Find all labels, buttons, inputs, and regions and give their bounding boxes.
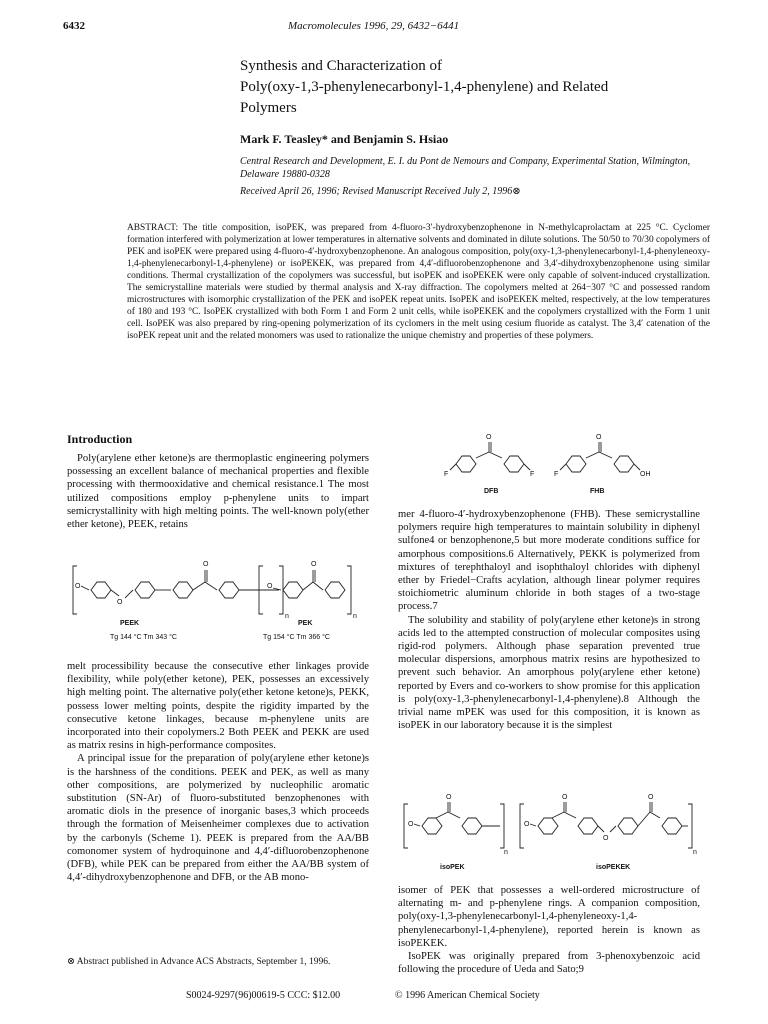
peek-ring-3 <box>173 582 193 598</box>
journal-citation: Macromolecules 1996, 29, 6432−6441 <box>288 20 460 32</box>
peek-ether-oxygen: O <box>117 599 123 606</box>
bracket-left <box>73 566 77 614</box>
isopek-isopekek-structures <box>398 796 700 866</box>
isopek-bracket-right <box>500 804 504 848</box>
fhb-hydroxyl: OH <box>640 471 651 478</box>
right-column-text-2 <box>398 884 700 976</box>
peek-label: PEEK <box>120 620 140 627</box>
monomer-structures <box>440 432 690 502</box>
fhb-label: FHB <box>590 488 605 495</box>
peek-temperatures: Tg 144 °C Tm 343 °C <box>110 634 177 641</box>
title-line: Poly(oxy-1,3-phenylenecarbonyl-1,4-phenylene) and Related <box>240 79 609 95</box>
title-line: Synthesis and Characterization of <box>240 58 443 74</box>
abstract: ABSTRACT: The title composition, isoPEK, was prepared from 4-fluoro-3′-hydroxybenzophenone in N-methylcaprolactam at 225 °C. Cyclomer formation interfered with polymerization at lower temperatures in alternative solvents and dominated in dilute solutions. The 50/50 to 70/30 copolymers of PEK and isoPEK were prepared using 4-fluoro-4′-hydroxybenzophenone. An analogous composition, poly(oxy-1,3-phenylenecarbonyl-1,4-phenyleneoxy-1,4-phenylenecarbonyl-1,4-phenylene) or isoPEKEK, was prepared from 4,4′-difluorobenzophenone and 3,4′-dihydroxybenzophenone using similar conditions. Thermal crystallization of the copolymers was successful, but isoPEK and isoPEKEK were only capable of solvent-induced crystallization. The semicrystalline materials were studied by thermal analysis and X-ray diffraction. The copolymers melted at 264−307 °C and possessed random microstructures with isomorphic crystallization of the PEK and isoPEK repeat units. IsoPEK and isoPEKEK melted, respectively, at the low temperatures of 180 and 193 °C. IsoPEK crystallized with both Form 1 and Form 2 unit cells, while isoPEKEK and the copolymers crystallized with the Form 1 unit cell. IsoPEK was also prepared by ring-opening polymerization of its cyclomers in the melt using cesium fluoride as catalyst. The 3,4′ catenation of the isoPEK repeat unit and the related monomers was used to rationalize the unique chemistry and properties of these polymers. <box>127 223 710 341</box>
intro-paragraph-1 <box>67 452 369 531</box>
isopek-carbonyl-oxygen: O <box>446 794 452 801</box>
pek-label: PEK <box>298 620 313 627</box>
peek-pek-structures <box>67 548 369 648</box>
title-line: Polymers <box>240 100 297 116</box>
footer-copyright: © 1996 American Chemical Society <box>395 990 540 1001</box>
peek-subscript-n: n <box>285 613 289 620</box>
pek-ring-2 <box>325 582 345 598</box>
fhb-carbonyl-oxygen: O <box>596 434 602 441</box>
isopek-ring-1 <box>422 818 442 834</box>
peek-ring-2 <box>135 582 155 598</box>
received-dates: Received April 26, 1996; Revised Manuscript Received July 2, 1996⊗ <box>240 186 521 197</box>
pek-temperatures: Tg 154 °C Tm 366 °C <box>263 634 330 641</box>
isopekek-ether-oxygen: O <box>603 835 609 842</box>
pek-ring-1 <box>283 582 303 598</box>
paragraph-text: melt processibility because the consecutive ether linkages provide flexibility, while poly(ether ketone), PEK, possesses an excessively high melting point. The alternative poly(ether ketone ketone)s, PEKK, possess lower melting points, despite the rigidity imparted by the consecutive ketone linkages, because m-phenylene units are incorporated into their copolymers.2 Both PEEK and PEKK are used as matrix resins in high-performance composites. <box>67 661 369 752</box>
page-number: 6432 <box>63 20 85 32</box>
isopekek-ring-2 <box>578 818 598 834</box>
peek-carbonyl-oxygen: O <box>203 561 209 568</box>
isopekek-oxygen: O <box>524 821 530 828</box>
isopekek-ring-4 <box>662 818 682 834</box>
affiliation: Central Research and Development, E. I. du Pont de Nemours and Company, Experimental Station, Wilmington, Delaware 19880-0328 <box>240 156 691 180</box>
footer-code: S0024-9297(96)00619-5 CCC: $12.00 <box>186 990 341 1001</box>
footnote: ⊗ Abstract published in Advance ACS Abstracts, September 1, 1996. <box>67 957 331 967</box>
paragraph-text: Poly(arylene ether ketone)s are thermoplastic engineering polymers possessing an excellent balance of mechanical properties and flexible processing with thermooxidative and chemical resistance.1 The most utilized compositions employ p-phenylene units to impart semicrystallinity with high melting points. The well-known poly(ether ether ketone), PEEK, retains <box>67 453 369 531</box>
pek-oxygen-label: O <box>267 583 273 590</box>
isopek-subscript-n: n <box>504 849 508 856</box>
dfb-ring-1 <box>456 456 476 472</box>
paragraph-text: IsoPEK was originally prepared from 3-phenoxybenzoic acid following the procedure of Ueda and Sato;9 <box>398 951 700 976</box>
isopekek-subscript-n: n <box>693 849 697 856</box>
dfb-fluorine-2: F <box>530 471 535 478</box>
author-list: Mark F. Teasley* and Benjamin S. Hsiao <box>240 132 449 146</box>
right-column-text-1 <box>398 508 700 732</box>
isopek-label: isoPEK <box>440 864 465 871</box>
pek-bracket-right <box>347 566 351 614</box>
dfb-ring-2 <box>504 456 524 472</box>
peek-oxygen-label: O <box>75 583 81 590</box>
isopekek-label: isoPEKEK <box>596 864 631 871</box>
fhb-fluorine: F <box>554 471 559 478</box>
fhb-ring-2 <box>614 456 634 472</box>
isopekek-bracket-right <box>688 804 692 848</box>
isopek-ring-2 <box>462 818 482 834</box>
fhb-ring-1 <box>566 456 586 472</box>
pek-subscript-n: n <box>353 613 357 620</box>
dfb-fluorine-1: F <box>444 471 449 478</box>
isopekek-carbonyl-oxygen-2: O <box>648 794 654 801</box>
section-heading: Introduction <box>67 432 133 446</box>
dfb-carbonyl-oxygen: O <box>486 434 492 441</box>
paragraph-text: A principal issue for the preparation of poly(arylene ether ketone)s is the harshness of the conditions. PEEK and PEK, as well as many other compositions, are polymerized by nucleophilic aromatic substitution (SN-Ar) of fluoro-substituted benzophenones with aromatic diols in the presence of inorganic bases,3 which proceeds through the formation of Meisenheimer complexes due to activation by the carbonyls (Scheme 1). PEEK is prepared from the AA/BB comonomer system of hydroquinone and 4,4′-difluorobenzophenone (DFB), while PEK can be prepared from either the AA/BB system of 4,4′-dihydroxybenzophenone and DFB, or the AB mono- <box>67 753 369 884</box>
pek-carbonyl-oxygen: O <box>311 561 317 568</box>
dfb-label: DFB <box>484 488 499 495</box>
isopek-oxygen: O <box>408 821 414 828</box>
paragraph-text: mer 4-fluoro-4′-hydroxybenzophenone (FHB). These semicrystalline polymers require high temperatures to maintain solubility in diphenyl sulfone4 or benzophenone,5 but more moderate conditions suffice for amorphous compositions.6 Alternatively, PEKK is polymerized from mixtures of terephthaloyl and isophthaloyl chlorides with diphenyl ether by Friedel−Crafts acylation, although linear polymer requires stoichiometric aluminum chloride in both stages of a two-stage process.7 <box>398 509 700 613</box>
isopekek-carbonyl-oxygen-1: O <box>562 794 568 801</box>
paragraph-text: The solubility and stability of poly(arylene ether ketone)s in strong acids led to the attempted construction of molecular composites using rigid-rod polymers. Although phase separation prevented true molecular dispersions, amorphous matrix resins are hypothesized to prevent such behavior. An amorphous poly(arylene ether ketone) reported by Evers and co-workers to show promise for this application is poly(oxy-1,3-phenylenecarbonyl-1,4-phenylene).8 Although the trivial name mPEK was used for this composition, it is known as isoPEK in our laboratory because it is the simplest <box>398 614 700 732</box>
intro-paragraph-2 <box>67 660 369 884</box>
peek-ring-1 <box>91 582 111 598</box>
article-title <box>240 56 660 119</box>
paragraph-text: isomer of PEK that possesses a well-ordered microstructure of alternating m- and p-phenylene rings. A companion composition, poly(oxy-1,3-phenylenecarbonyl-1,4-phenyleneoxy-1,4-phenylenecarbonyl-1,4-phenylene), reported herein is known as isoPEKEK. <box>398 885 700 949</box>
isopekek-ring-1 <box>538 818 558 834</box>
isopekek-ring-3 <box>618 818 638 834</box>
peek-ring-4 <box>219 582 239 598</box>
